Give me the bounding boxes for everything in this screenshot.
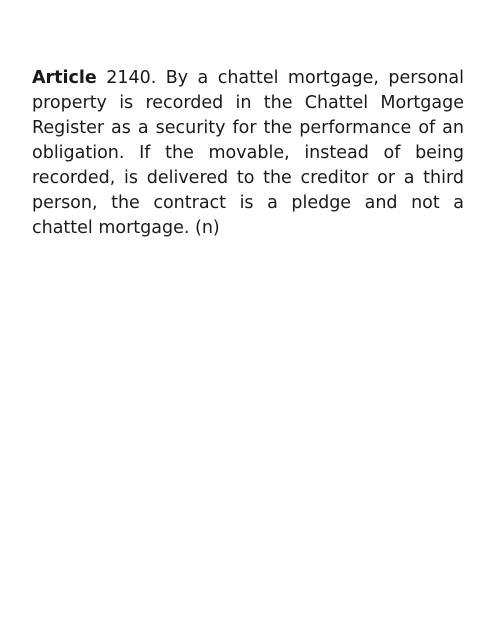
article-number: 2140. (96, 68, 166, 88)
article-body: By a chattel mortgage, personal property is recorded in the Chattel Mortgage Register as a security for the performance of an obligation. If the movable, instead of being recorded, is delivered to the creditor or a third person, the contract is a pledge and not a chattel mortgage. (n) (32, 68, 464, 238)
article-paragraph (32, 66, 464, 241)
article-label: Article (32, 68, 97, 88)
